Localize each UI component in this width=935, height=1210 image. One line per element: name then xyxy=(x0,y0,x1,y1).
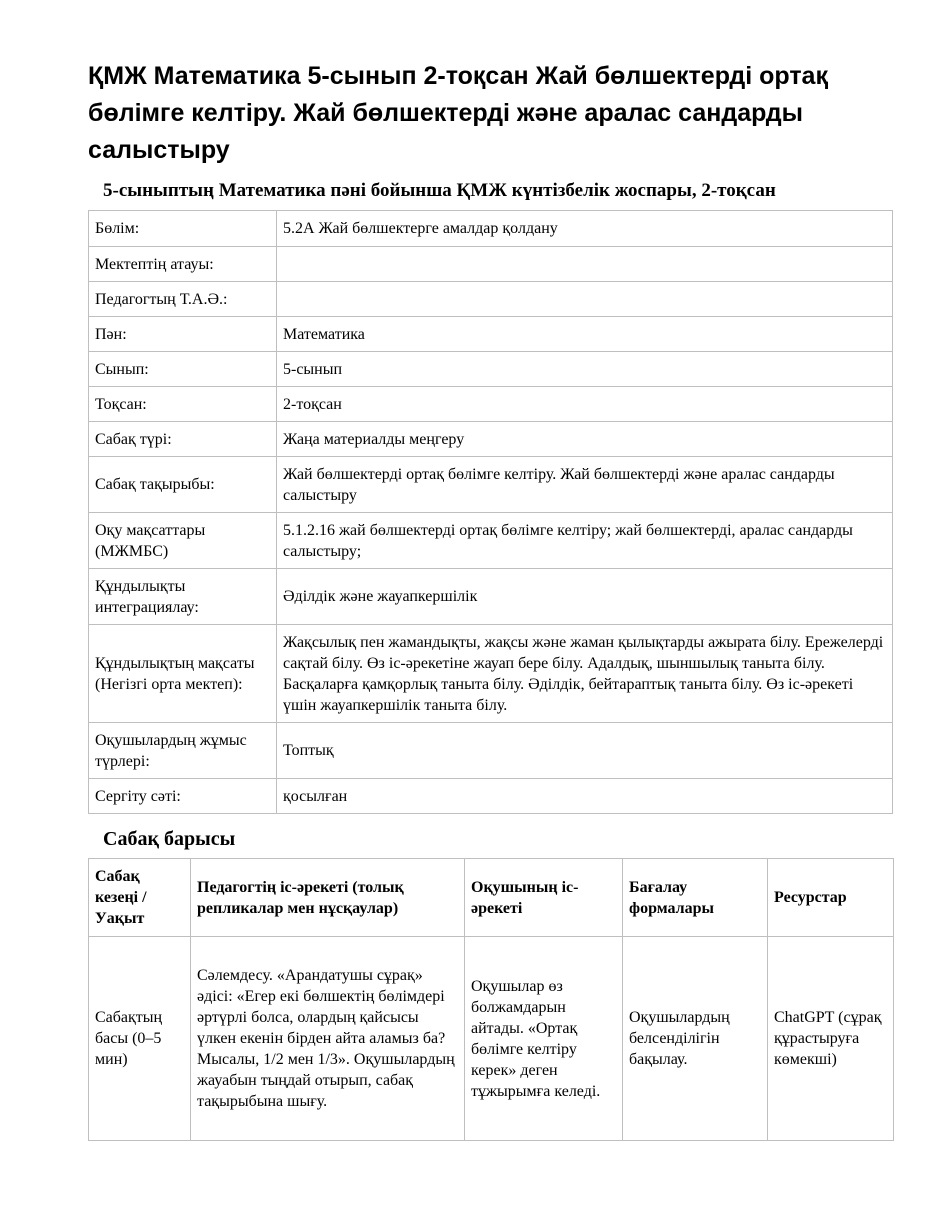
info-row xyxy=(89,513,893,569)
info-row xyxy=(89,723,893,779)
column-header: Педагогтің іс-әрекеті (толық репликалар мен нұсқаулар) xyxy=(191,859,465,937)
info-key: Тоқсан: xyxy=(89,387,277,422)
page-title: ҚМЖ Математика 5-сынып 2-тоқсан Жай бөлшектерді ортақ бөлімге келтіру. Жай бөлшектерді және аралас сандарды салыстыру xyxy=(88,62,828,164)
info-row xyxy=(89,211,893,247)
info-row xyxy=(89,779,893,814)
info-key: Бөлім: xyxy=(89,211,277,247)
info-key: Оқу мақсаттары (МЖМБС) xyxy=(89,513,277,569)
lesson-table xyxy=(88,858,894,1141)
info-key: Құндылықты интеграциялау: xyxy=(89,569,277,625)
column-header: Бағалау формалары xyxy=(623,859,768,937)
info-value: 5-сынып xyxy=(277,352,893,387)
info-row xyxy=(89,422,893,457)
info-value: Топтық xyxy=(277,723,893,779)
document-page xyxy=(88,58,893,1110)
info-key: Құндылықтың мақсаты (Негізгі орта мектеп): xyxy=(89,625,277,723)
info-key: Мектептің атауы: xyxy=(89,247,277,282)
column-header: Ресурстар xyxy=(768,859,894,937)
info-key: Сабақ түрі: xyxy=(89,422,277,457)
info-row xyxy=(89,387,893,422)
info-value: 2-тоқсан xyxy=(277,387,893,422)
info-value: Әділдік және жауапкершілік xyxy=(277,569,893,625)
info-value: Жақсылық пен жамандықты, жақсы және жаман қылықтарды ажырата білу. Ережелерді сақтай білу. Өз іс-әрекетіне жауап бере білу. Адалдық, шыншылық таныта білу. Басқаларға қамқорлық таныта білу. Әділдік, бейтараптық таныта білу. Өз іс-әрекеті үшін жауапкершілік таныта білу. xyxy=(277,625,893,723)
plan-subtitle: 5-сыныптың Математика пәні бойынша ҚМЖ күнтізбелік жоспары, 2-тоқсан xyxy=(103,180,776,201)
info-key: Оқушылардың жұмыс түрлері: xyxy=(89,723,277,779)
info-value: 5.1.2.16 жай бөлшектерді ортақ бөлімге келтіру; жай бөлшектерді, аралас сандарды салыстыру; xyxy=(277,513,893,569)
info-value: Жай бөлшектерді ортақ бөлімге келтіру. Жай бөлшектерді және аралас сандарды салыстыру xyxy=(277,457,893,513)
info-row xyxy=(89,569,893,625)
info-key: Сынып: xyxy=(89,352,277,387)
section-title: Сабақ барысы xyxy=(103,828,236,850)
info-row xyxy=(89,282,893,317)
info-key: Педагогтың Т.А.Ә.: xyxy=(89,282,277,317)
info-row xyxy=(89,625,893,723)
info-value: Жаңа материалды меңгеру xyxy=(277,422,893,457)
teacher-action-cell: Сәлемдесу. «Арандатушы сұрақ» әдісі: «Егер екі бөлшектің бөлімдері әртүрлі болса, олардың қайсысы үлкен екенін бірден айта аламыз ба? Мысалы, 1/2 мен 1/3». Оқушылардың жауабын тыңдай отырып, сабақ тақырыбына шығу. xyxy=(191,937,465,1141)
info-key: Пән: xyxy=(89,317,277,352)
info-value: 5.2А Жай бөлшектерге амалдар қолдану xyxy=(277,211,893,247)
column-header: Оқушының іс-әрекеті xyxy=(465,859,623,937)
assessment-cell: Оқушылардың белсенділігін бақылау. xyxy=(623,937,768,1141)
column-header: Сабақ кезеңі / Уақыт xyxy=(89,859,191,937)
table-row xyxy=(89,937,894,1141)
info-table xyxy=(88,210,893,814)
stage-cell: Сабақтың басы (0–5 мин) xyxy=(89,937,191,1141)
info-value: Математика xyxy=(277,317,893,352)
info-value xyxy=(277,282,893,317)
info-row xyxy=(89,457,893,513)
info-value: қосылған xyxy=(277,779,893,814)
info-key: Сергіту сәті: xyxy=(89,779,277,814)
resources-cell: ChatGPT (сұрақ құрастыруға көмекші) xyxy=(768,937,894,1141)
info-row xyxy=(89,247,893,282)
student-action-cell: Оқушылар өз болжамдарын айтады. «Ортақ бөлімге келтіру керек» деген тұжырымға келеді. xyxy=(465,937,623,1141)
info-key: Сабақ тақырыбы: xyxy=(89,457,277,513)
info-row xyxy=(89,317,893,352)
info-value xyxy=(277,247,893,282)
info-row xyxy=(89,352,893,387)
lesson-header-row xyxy=(89,859,894,937)
